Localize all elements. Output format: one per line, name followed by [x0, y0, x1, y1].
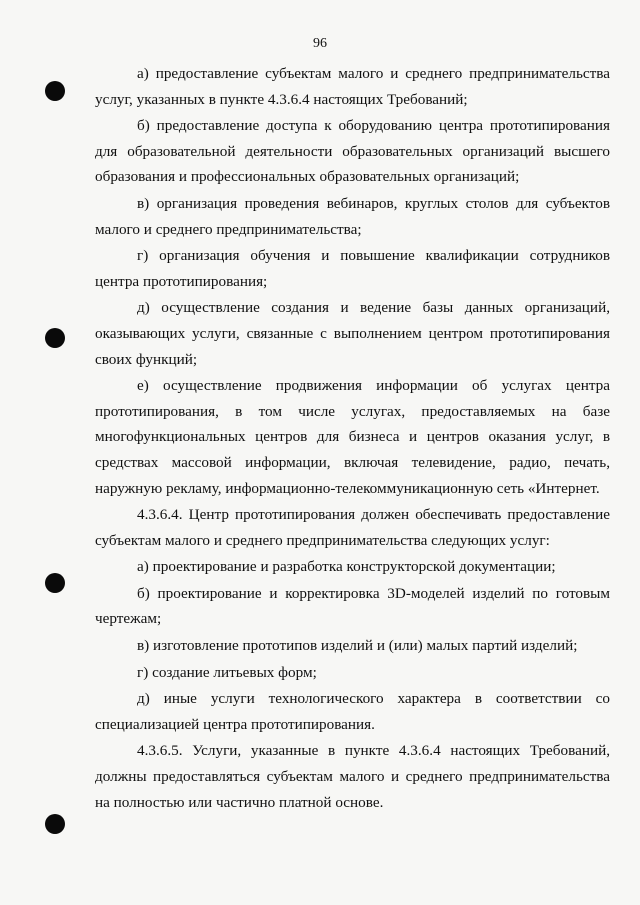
document-body [95, 61, 610, 815]
paragraph-f-promotion: е) осуществление продвижения информации об услугах центра прототипирования, в том числе услугах, предоставляемых на базе многофункциональных центров для бизнеса и центров оказания услуг, в средствах массовой информации, включая телевидение, радио, печать, наружную рекламу, информационно-телекоммуникационную сеть «Интернет. [95, 377, 610, 497]
paragraph-b-equipment-access: б) предоставление доступа к оборудованию центра прототипирования для образовательной деятельности образовательных организаций высшего образования и профессиональных образовательных организаций; [95, 117, 610, 186]
page-number: 96 [313, 36, 327, 51]
punch-hole-1 [45, 81, 65, 101]
paragraph-c-webinars: в) организация проведения вебинаров, круглых столов для субъектов малого и среднего предпринимательства; [95, 194, 610, 238]
punch-hole-3 [45, 573, 65, 593]
punch-hole-4 [45, 814, 65, 834]
paragraph-e-database: д) осуществление создания и ведение базы данных организаций, оказывающих услуги, связанные с выполнением центром прототипирования своих функций; [95, 299, 610, 368]
service-b-3d-models: б) проектирование и корректировка 3D-моделей изделий по готовым чертежам; [95, 584, 610, 628]
service-e-other: д) иные услуги технологического характера в соответствии со специализацией центра прототипирования. [95, 690, 610, 733]
section-4-3-6-5-paid-basis: 4.3.6.5. Услуги, указанные в пункте 4.3.6.4 настоящих Требований, должны предоставляться субъектам малого и среднего предпринимательства на полностью или частично платной основе. [95, 742, 610, 811]
paragraph-a-small-business-services: а) предоставление субъектам малого и среднего предпринимательства услуг, указанных в пункте 4.3.6.4 настоящих Требований; [95, 65, 610, 108]
service-d-molds: г) создание литьевых форм; [137, 663, 317, 681]
paragraph-d-staff-training: г) организация обучения и повышение квалификации сотрудников центра прототипирования; [95, 247, 610, 290]
section-4-3-6-4-heading: 4.3.6.4. Центр прототипирования должен обеспечивать предоставление субъектам малого и среднего предпринимательства следующих услуг: [95, 506, 610, 549]
service-c-prototypes: в) изготовление прототипов изделий и (или) малых партий изделий; [137, 637, 578, 655]
service-a-design-docs: а) проектирование и разработка конструкторской документации; [137, 558, 556, 576]
punch-hole-2 [45, 328, 65, 348]
